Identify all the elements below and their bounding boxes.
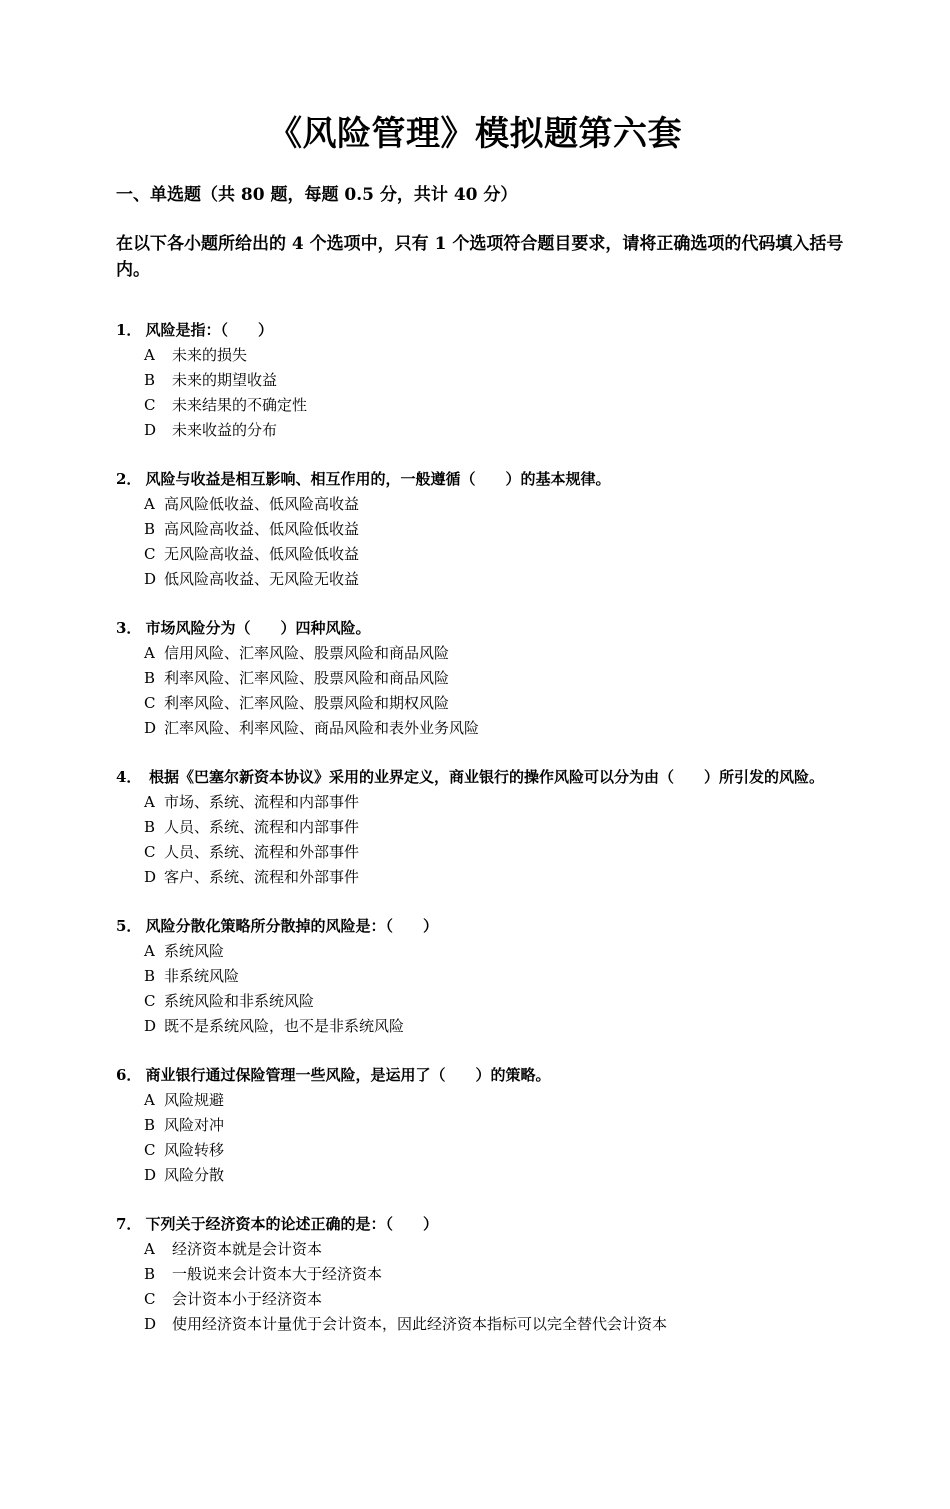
- option-label: D: [144, 1017, 157, 1035]
- option-a: [116, 939, 846, 964]
- question-text: 下列关于经济资本的论述正确的是：（ ）: [145, 1215, 438, 1233]
- section-heading: 一、单选题（共 80 题，每题 0.5 分，共计 40 分）: [116, 185, 518, 205]
- option-text: 既不是系统风险，也不是非系统风险: [164, 1017, 405, 1035]
- option-text: 高风险低收益、低风险高收益: [164, 495, 360, 513]
- option-a: [116, 641, 846, 666]
- option-label: C: [144, 694, 156, 712]
- question-text: 商业银行通过保险管理一些风险，是运用了（ ）的策略。: [145, 1066, 551, 1084]
- option-text: 风险规避: [164, 1091, 225, 1109]
- option-text: 风险对冲: [164, 1116, 225, 1134]
- option-text: 使用经济资本计量优于会计资本，因此经济资本指标可以完全替代会计资本: [172, 1315, 668, 1333]
- question-number: 2．: [116, 470, 142, 488]
- question-4: [116, 765, 846, 890]
- option-b: [116, 368, 846, 393]
- option-a: [116, 1088, 846, 1113]
- option-label: A: [144, 495, 155, 513]
- option-d: [116, 1163, 846, 1188]
- option-label: B: [144, 967, 156, 985]
- option-text: 未来结果的不确定性: [172, 396, 308, 414]
- question-number: 7．: [116, 1215, 142, 1233]
- option-c: [116, 393, 846, 418]
- option-text: 未来的损失: [172, 346, 248, 364]
- option-label: B: [144, 818, 156, 836]
- option-label: D: [144, 570, 157, 588]
- option-text: 非系统风险: [164, 967, 240, 985]
- option-label: B: [144, 371, 156, 389]
- option-label: C: [144, 1290, 156, 1308]
- option-a: [116, 1237, 846, 1262]
- option-label: B: [144, 520, 156, 538]
- option-text: 风险转移: [164, 1141, 225, 1159]
- option-text: 一般说来会计资本大于经济资本: [172, 1265, 383, 1283]
- option-label: D: [144, 868, 157, 886]
- question-number: 6．: [116, 1066, 142, 1084]
- option-c: [116, 840, 846, 865]
- question-text: 市场风险分为（ ）四种风险。: [145, 619, 371, 637]
- option-text: 人员、系统、流程和内部事件: [164, 818, 360, 836]
- question-6: [116, 1063, 846, 1188]
- option-c: [116, 691, 846, 716]
- option-label: C: [144, 1141, 156, 1159]
- question-2: [116, 467, 846, 592]
- option-b: [116, 1113, 846, 1138]
- option-text: 经济资本就是会计资本: [172, 1240, 323, 1258]
- question-number: 1．: [116, 321, 142, 339]
- option-label: C: [144, 992, 156, 1010]
- option-label: D: [144, 1315, 157, 1333]
- option-d: [116, 418, 846, 443]
- option-text: 会计资本小于经济资本: [172, 1290, 323, 1308]
- option-b: [116, 517, 846, 542]
- option-text: 系统风险: [164, 942, 225, 960]
- option-label: B: [144, 1265, 156, 1283]
- option-label: D: [144, 719, 157, 737]
- question-3: [116, 616, 846, 741]
- option-label: B: [144, 1116, 156, 1134]
- question-text: 风险分散化策略所分散掉的风险是：（ ）: [145, 917, 438, 935]
- option-b: [116, 964, 846, 989]
- question-number: 5．: [116, 917, 142, 935]
- option-c: [116, 1287, 846, 1312]
- option-text: 未来收益的分布: [172, 421, 278, 439]
- option-label: A: [144, 1091, 155, 1109]
- page-title: 《风险管理》模拟题第六套: [268, 114, 682, 154]
- option-label: B: [144, 669, 156, 687]
- option-text: 汇率风险、利率风险、商品风险和表外业务风险: [164, 719, 480, 737]
- option-b: [116, 815, 846, 840]
- option-label: A: [144, 793, 155, 811]
- option-b: [116, 1262, 846, 1287]
- question-text: 风险是指：（ ）: [145, 321, 273, 339]
- instructions: 在以下各小题所给出的 4 个选项中，只有 1 个选项符合题目要求，请将正确选项的代码填入括号内。: [116, 234, 844, 280]
- option-d: [116, 1312, 846, 1337]
- option-label: A: [144, 1240, 155, 1258]
- option-a: [116, 790, 846, 815]
- option-c: [116, 989, 846, 1014]
- option-text: 信用风险、汇率风险、股票风险和商品风险: [164, 644, 450, 662]
- option-d: [116, 1014, 846, 1039]
- option-text: 无风险高收益、低风险低收益: [164, 545, 360, 563]
- option-label: A: [144, 644, 155, 662]
- option-text: 系统风险和非系统风险: [164, 992, 315, 1010]
- option-label: D: [144, 421, 157, 439]
- option-text: 利率风险、汇率风险、股票风险和商品风险: [164, 669, 450, 687]
- option-a: [116, 492, 846, 517]
- option-label: A: [144, 942, 155, 960]
- question-text: 风险与收益是相互影响、相互作用的，一般遵循（ ）的基本规律。: [145, 470, 611, 488]
- option-d: [116, 865, 846, 890]
- option-label: C: [144, 843, 156, 861]
- option-a: [116, 343, 846, 368]
- option-text: 低风险高收益、无风险无收益: [164, 570, 360, 588]
- option-text: 客户、系统、流程和外部事件: [164, 868, 360, 886]
- option-text: 未来的期望收益: [172, 371, 278, 389]
- question-number: 3．: [116, 619, 142, 637]
- option-text: 市场、系统、流程和内部事件: [164, 793, 360, 811]
- question-1: [116, 318, 846, 443]
- option-text: 利率风险、汇率风险、股票风险和期权风险: [164, 694, 450, 712]
- option-text: 高风险高收益、低风险低收益: [164, 520, 360, 538]
- option-d: [116, 716, 846, 741]
- option-label: C: [144, 396, 156, 414]
- question-list: [116, 318, 846, 1361]
- option-text: 人员、系统、流程和外部事件: [164, 843, 360, 861]
- question-7: [116, 1212, 846, 1337]
- question-5: [116, 914, 846, 1039]
- option-c: [116, 542, 846, 567]
- option-b: [116, 666, 846, 691]
- option-text: 风险分散: [164, 1166, 225, 1184]
- option-label: D: [144, 1166, 157, 1184]
- option-label: C: [144, 545, 156, 563]
- option-d: [116, 567, 846, 592]
- question-number: 4．: [116, 768, 142, 786]
- option-c: [116, 1138, 846, 1163]
- option-label: A: [144, 346, 155, 364]
- question-text: 根据《巴塞尔新资本协议》采用的业界定义，商业银行的操作风险可以分为由（ ）所引发的风险。: [149, 768, 825, 786]
